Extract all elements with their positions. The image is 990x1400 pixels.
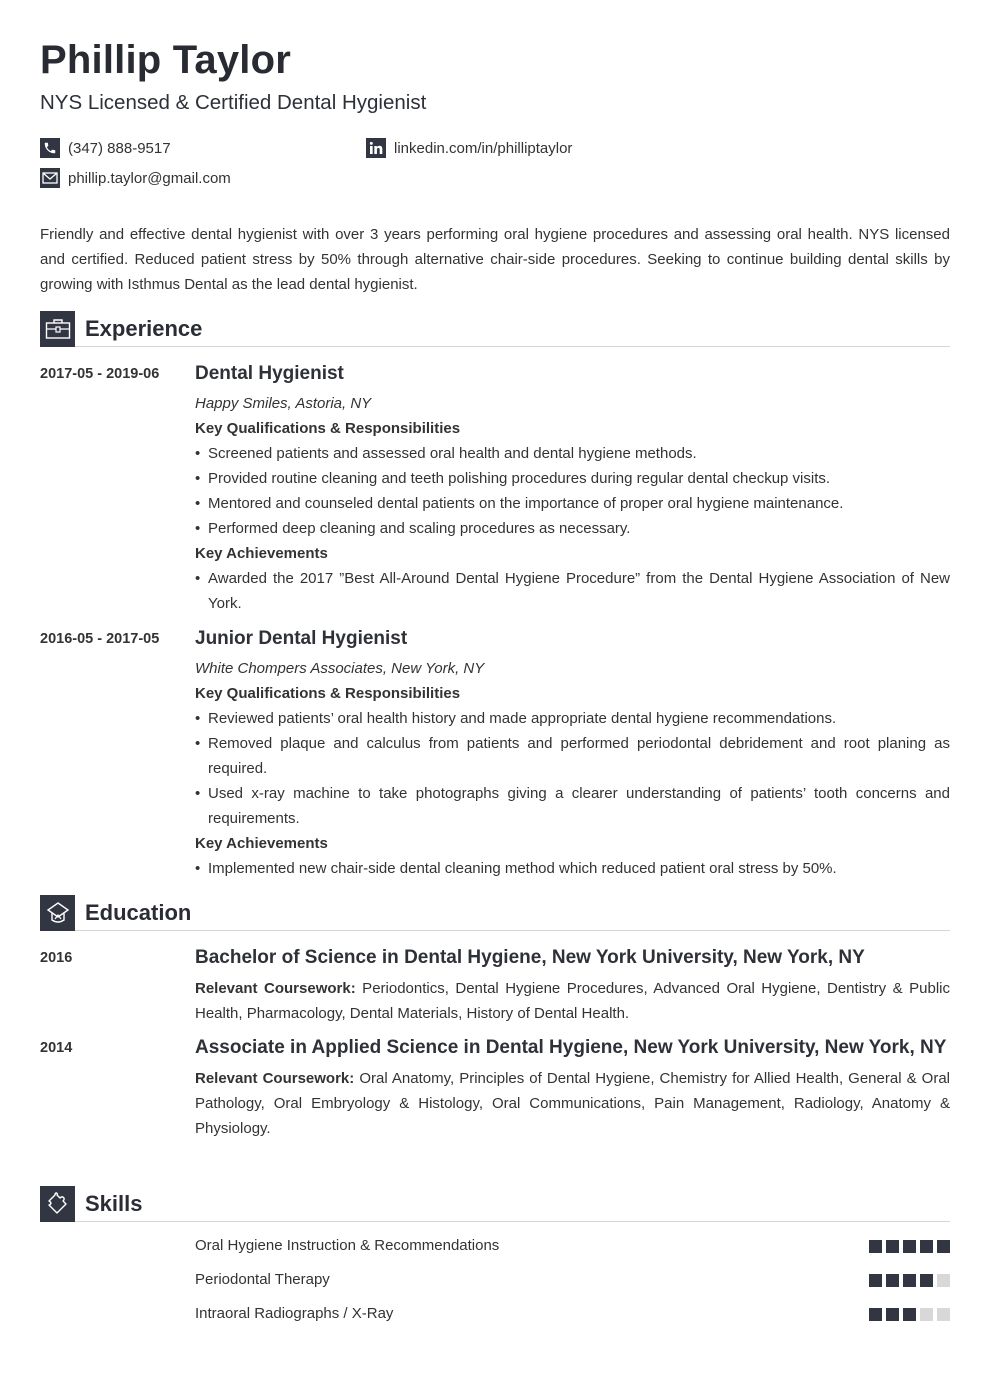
achievements-list — [195, 566, 950, 616]
coursework-list: Oral Anatomy, Principles of Dental Hygiene, Chemistry for Allied Health, General & Oral Pathology, Oral Embryology & Histology, Oral Communications, Pain Management, Radiology, Anatomy & Physiology. — [195, 1070, 950, 1137]
candidate-name: Phillip Taylor — [40, 38, 291, 82]
linkedin-icon — [366, 138, 386, 158]
skill-row — [195, 1237, 950, 1257]
contact-linkedin[interactable] — [366, 138, 572, 158]
list-item: • Reviewed patients’ oral health history and made appropriate dental hygiene recommendations. — [195, 706, 950, 731]
skill-rating — [869, 1308, 950, 1321]
rating-square-empty — [920, 1308, 933, 1321]
experience-section-header — [40, 311, 950, 347]
list-item: • Performed deep cleaning and scaling procedures as necessary. — [195, 516, 950, 541]
rating-square-filled — [920, 1240, 933, 1253]
email-text[interactable]: phillip.taylor@gmail.com — [68, 169, 231, 187]
rating-square-filled — [869, 1240, 882, 1253]
job-title: Dental Hygienist — [195, 363, 344, 384]
rating-square-filled — [869, 1274, 882, 1287]
phone-text: (347) 888-9517 — [68, 139, 171, 157]
achievements-heading: Key Achievements — [195, 545, 328, 562]
rating-square-filled — [903, 1274, 916, 1287]
envelope-icon — [40, 168, 60, 188]
skill-rating — [869, 1274, 950, 1287]
responsibilities-heading: Key Qualifications & Responsibilities — [195, 420, 461, 437]
briefcase-icon — [40, 311, 75, 347]
job-company: White Chompers Associates, New York, NY — [195, 660, 485, 677]
rating-square-filled — [920, 1274, 933, 1287]
list-item: • Removed plaque and calculus from patients and performed periodontal debridement and root planing as required. — [195, 731, 950, 781]
rating-square-filled — [886, 1240, 899, 1253]
skill-row — [195, 1271, 950, 1291]
profile-summary: Friendly and effective dental hygienist with over 3 years performing oral hygiene procedures and assessing oral health. NYS licensed and certified. Reduced patient stress by 50% through alternative chair-side procedures. Seeking to continue building dental skills by growing with Isthmus Dental as the lead dental hygienist. — [40, 226, 950, 293]
rating-square-filled — [937, 1240, 950, 1253]
responsibilities-list — [195, 441, 950, 541]
achievements-list — [195, 856, 950, 881]
skill-rating — [869, 1240, 950, 1253]
list-item: • Used x-ray machine to take photographs giving a clearer understanding of patients’ tooth concerns and requirements. — [195, 781, 950, 831]
achievements-heading: Key Achievements — [195, 835, 328, 852]
list-item: • Screened patients and assessed oral health and dental hygiene methods. — [195, 441, 950, 466]
linkedin-text[interactable]: linkedin.com/in/philliptaylor — [394, 139, 573, 157]
degree-title: Bachelor of Science in Dental Hygiene, New York University, New York, NY — [195, 947, 865, 968]
coursework-label: Relevant Coursework: — [195, 980, 356, 997]
coursework-list: Periodontics, Dental Hygiene Procedures, Advanced Oral Hygiene, Dentistry & Public Health, Pharmacology, Dental Materials, History of Dental Health. — [195, 980, 950, 1022]
responsibilities-list — [195, 706, 950, 831]
graduation-cap-icon — [40, 895, 75, 931]
puzzle-piece-icon — [40, 1186, 75, 1222]
education-year: 2014 — [40, 1040, 73, 1056]
skill-name: Oral Hygiene Instruction & Recommendations — [195, 1237, 500, 1254]
phone-icon — [40, 138, 60, 158]
skill-name: Periodontal Therapy — [195, 1271, 330, 1288]
coursework — [195, 976, 950, 1026]
list-item: • Provided routine cleaning and teeth polishing procedures during regular dental checkup visits. — [195, 466, 950, 491]
list-item: • Mentored and counseled dental patients on the importance of proper oral hygiene maintenance. — [195, 491, 950, 516]
coursework — [195, 1066, 950, 1141]
rating-square-filled — [903, 1308, 916, 1321]
job-title: Junior Dental Hygienist — [195, 628, 408, 649]
education-section-header — [40, 895, 950, 931]
rating-square-filled — [869, 1308, 882, 1321]
skill-row — [195, 1305, 950, 1325]
degree-title: Associate in Applied Science in Dental Hygiene, New York University, New York, NY — [195, 1037, 947, 1058]
job-dates: 2017-05 - 2019-06 — [40, 366, 160, 382]
rating-square-filled — [886, 1308, 899, 1321]
skill-name: Intraoral Radiographs / X-Ray — [195, 1305, 394, 1322]
list-item: • Implemented new chair-side dental cleaning method which reduced patient oral stress by 50%. — [195, 856, 950, 881]
contact-phone — [40, 138, 171, 158]
rating-square-empty — [937, 1274, 950, 1287]
rating-square-filled — [886, 1274, 899, 1287]
skills-title: Skills — [85, 1191, 143, 1216]
responsibilities-heading: Key Qualifications & Responsibilities — [195, 685, 461, 702]
rating-square-empty — [937, 1308, 950, 1321]
experience-title: Experience — [85, 316, 203, 341]
job-company: Happy Smiles, Astoria, NY — [195, 395, 372, 412]
rating-square-filled — [903, 1240, 916, 1253]
contact-email[interactable] — [40, 168, 231, 188]
list-item: • Awarded the 2017 ”Best All-Around Dental Hygiene Procedure” from the Dental Hygiene Association of New York. — [195, 566, 950, 616]
job-dates: 2016-05 - 2017-05 — [40, 631, 160, 647]
candidate-title: NYS Licensed & Certified Dental Hygienist — [40, 91, 427, 114]
education-title: Education — [85, 900, 192, 925]
education-year: 2016 — [40, 950, 73, 966]
coursework-label: Relevant Coursework: — [195, 1070, 355, 1087]
skills-section-header — [40, 1186, 950, 1222]
